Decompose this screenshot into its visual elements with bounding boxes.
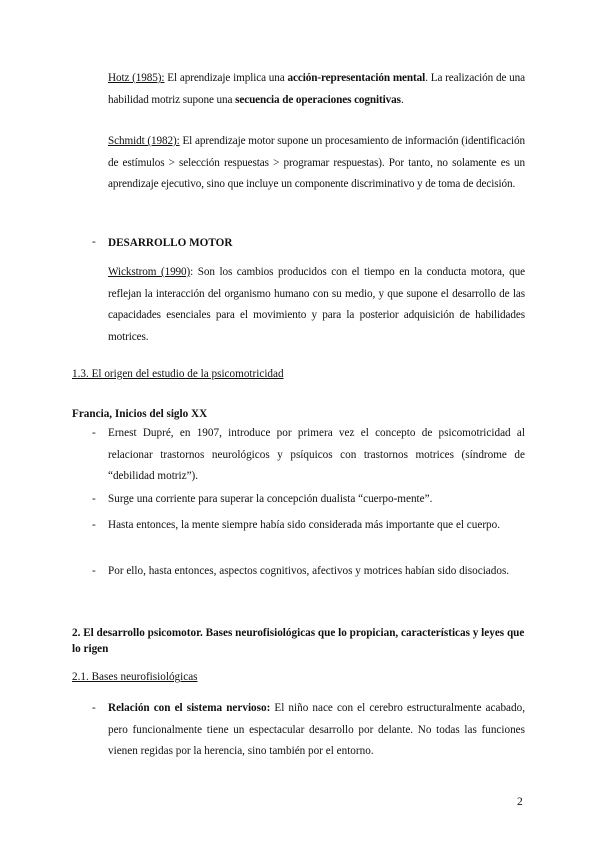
hotz-bold-1: acción-representación mental: [287, 72, 426, 84]
section-2-1-heading: 2.1. Bases neurofisiológicas: [72, 671, 198, 683]
desarrollo-motor-heading: DESARROLLO MOTOR: [108, 237, 233, 249]
francia-heading: Francia, Inicios del siglo XX: [72, 408, 208, 420]
schmidt-citation: Schmidt (1982):: [108, 135, 180, 147]
bullet-dash: -: [92, 493, 96, 505]
wickstrom-paragraph: Wickstrom (1990): Son los cambios producidos con el tiempo en la conducta motora, que reflejan la interacción del organismo humano con su medio, y que supone el desarrollo de las capacidades esenciales para el movimiento y para la posterior adquisición de habilidades motrices.: [108, 266, 525, 343]
relacion-dash: -: [92, 702, 96, 714]
wickstrom-citation: Wickstrom (1990): [108, 266, 191, 278]
page-number: 2: [517, 796, 523, 808]
section-2-heading: 2. El desarrollo psicomotor. Bases neurofisiológicas que lo propician, características y leyes que lo rigen: [72, 627, 525, 655]
relacion-bold: Relación con el sistema nervioso:: [108, 702, 271, 714]
list-item: Por ello, hasta entonces, aspectos cognitivos, afectivos y motrices habían sido disociados.: [108, 565, 510, 577]
section-1-3-heading: 1.3. El origen del estudio de la psicomotricidad: [72, 368, 284, 380]
hotz-paragraph: Hotz (1985): El aprendizaje implica una acción-representación mental. La realización de una habilidad motriz supone una secuencia de operaciones cognitivas.: [108, 72, 526, 106]
desarrollo-dash: -: [92, 236, 96, 248]
list-item: Surge una corriente para superar la concepción dualista “cuerpo-mente”.: [108, 493, 433, 505]
hotz-citation: Hotz (1985):: [108, 72, 165, 84]
schmidt-paragraph: Schmidt (1982): El aprendizaje motor supone un procesamiento de información (identificación de estímulos > selección respuestas > programar respuestas). Por tanto, no solamente es un aprendizaje ejecutivo, sino que incluye un componente discriminativo y de toma de decisión.: [108, 135, 525, 190]
list-item: Ernest Dupré, en 1907, introduce por primera vez el concepto de psicomotricidad al relacionar trastornos neurológicos y psíquicos con trastornos motrices (síndrome de “debilidad motriz”).: [108, 427, 525, 482]
bullet-dash: -: [92, 427, 96, 439]
bullet-dash: -: [92, 519, 96, 531]
hotz-bold-2: secuencia de operaciones cognitivas: [235, 93, 401, 106]
relacion-paragraph: Relación con el sistema nervioso: El niño nace con el cerebro estructuralmente acabado, pero funcionalmente tiene un espectacular desarrollo por delante. No todas las funciones vienen regidas por la herencia, sino también por el entorno.: [108, 702, 525, 757]
bullet-dash: -: [92, 565, 96, 577]
list-item: Hasta entonces, la mente siempre había sido considerada más importante que el cuerpo.: [108, 519, 501, 531]
